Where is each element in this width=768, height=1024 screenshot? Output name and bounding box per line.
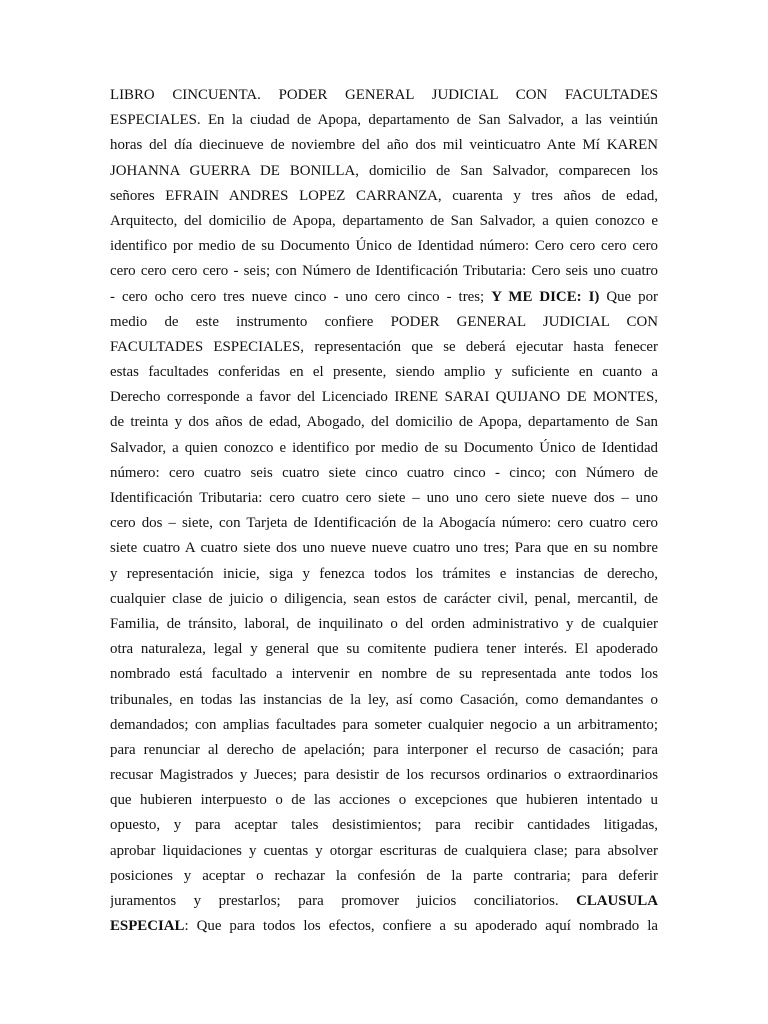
text-segment: posiciones y aceptar o rechazar la confesión de la parte contraria; para deferir: [110, 867, 658, 884]
text-segment: para renunciar al derecho de apelación; para interponer el recurso de casación; para: [110, 741, 658, 758]
text-line: [110, 562, 658, 587]
text-segment: nombrado está facultado a intervenir en nombre de su representada ante todos los: [110, 666, 658, 683]
text-line: [110, 839, 658, 864]
text-line: [110, 788, 658, 813]
text-line: [110, 662, 658, 687]
text-line: [110, 259, 658, 284]
text-line: [110, 813, 658, 838]
text-segment: cualquier clase de juicio o diligencia, sean estos de carácter civil, penal, mercantil, de: [110, 590, 658, 607]
bold-text-segment: ESPECIAL: [110, 918, 185, 935]
text-line: [110, 587, 658, 612]
text-line: [110, 184, 658, 209]
text-segment: estas facultades conferidas en el presente, siendo amplio y suficiente en cuanto a: [110, 364, 658, 381]
text-line: [110, 914, 658, 939]
text-line: [110, 133, 658, 158]
text-line: [110, 310, 658, 335]
text-segment: opuesto, y para aceptar tales desistimientos; para recibir cantidades litigadas,: [110, 817, 658, 834]
text-line: [110, 763, 658, 788]
text-line: [110, 637, 658, 662]
text-segment: LIBRO CINCUENTA. PODER GENERAL JUDICIAL CON FACULTADES: [110, 87, 658, 103]
text-line: [110, 410, 658, 435]
bold-text-segment: CLAUSULA: [576, 893, 658, 909]
text-segment: identifico por medio de su Documento Único de Identidad número: Cero cero cero cero: [110, 238, 658, 255]
text-line: [110, 461, 658, 486]
text-segment: demandados; con amplias facultades para someter cualquier negocio a un arbitramento;: [110, 716, 658, 733]
text-segment: Arquitecto, del domicilio de Apopa, departamento de San Salvador, a quien conozco e: [110, 212, 658, 229]
text-segment: Que por: [599, 288, 658, 305]
text-segment: Salvador, a quien conozco e identifico por medio de su Documento Único de Identidad: [110, 439, 658, 456]
text-segment: de treinta y dos años de edad, Abogado, del domicilio de Apopa, departamento de San: [110, 414, 658, 431]
text-segment: juramentos y prestarlos; para promover juicios conciliatorios.: [110, 893, 577, 909]
text-segment: cero dos – siete, con Tarjeta de Identificación de la Abogacía número: cero cuatro cero: [110, 515, 658, 532]
text-segment: cero cero cero cero - seis; con Número de Identificación Tributaria: Cero seis uno cuatro: [110, 263, 658, 280]
bold-text-segment: Y ME DICE: I): [491, 288, 600, 305]
text-segment: señores EFRAIN ANDRES LOPEZ CARRANZA, cuarenta y tres años de edad,: [110, 187, 658, 204]
text-segment: FACULTADES ESPECIALES, representación que se deberá ejecutar hasta fenecer: [110, 338, 658, 355]
text-line: [110, 864, 658, 889]
text-line: [110, 83, 658, 108]
text-segment: medio de este instrumento confiere PODER GENERAL JUDICIAL CON: [110, 313, 658, 330]
text-segment: siete cuatro A cuatro siete dos uno nueve nueve cuatro uno tres; Para que en su nombre: [110, 540, 658, 557]
text-line: [110, 536, 658, 561]
text-line: [110, 713, 658, 738]
text-segment: - cero ocho cero tres nueve cinco - uno cero cinco - tres;: [110, 288, 492, 305]
text-line: [110, 209, 658, 234]
text-segment: ESPECIALES. En la ciudad de Apopa, departamento de San Salvador, a las veintiún: [110, 112, 658, 129]
text-segment: otra naturaleza, legal y general que su comitente pudiera tener interés. El apoderado: [110, 641, 658, 658]
document-body: [110, 83, 658, 939]
text-line: [110, 385, 658, 410]
text-line: [110, 285, 658, 310]
text-line: [110, 159, 658, 184]
text-segment: aprobar liquidaciones y cuentas y otorgar escrituras de cualquiera clase; para absolver: [110, 842, 658, 859]
text-segment: : Que para todos los efectos, confiere a su apoderado aquí nombrado la: [184, 918, 658, 935]
text-segment: Familia, de tránsito, laboral, de inquilinato o del orden administrativo y de cualquier: [110, 615, 658, 632]
text-line: [110, 889, 658, 914]
text-segment: Derecho corresponde a favor del Licenciado IRENE SARAI QUIJANO DE MONTES,: [110, 389, 658, 406]
text-line: [110, 436, 658, 461]
text-line: [110, 612, 658, 637]
text-segment: y representación inicie, siga y fenezca todos los trámites e instancias de derecho,: [110, 565, 658, 582]
text-line: [110, 688, 658, 713]
text-segment: tribunales, en todas las instancias de la ley, así como Casación, como demandantes o: [110, 691, 658, 708]
text-segment: número: cero cuatro seis cuatro siete cinco cuatro cinco - cinco; con Número de: [110, 464, 658, 481]
text-line: [110, 486, 658, 511]
text-segment: Identificación Tributaria: cero cuatro cero siete – uno uno cero siete nueve dos – uno: [110, 490, 658, 506]
text-line: [110, 335, 658, 360]
text-segment: JOHANNA GUERRA DE BONILLA, domicilio de San Salvador, comparecen los: [110, 162, 658, 179]
text-line: [110, 511, 658, 536]
text-line: [110, 738, 658, 763]
text-line: [110, 108, 658, 133]
text-segment: que hubieren interpuesto o de las acciones o excepciones que hubieren intentado u: [110, 792, 658, 809]
text-line: [110, 360, 658, 385]
text-segment: horas del día diecinueve de noviembre del año dos mil veinticuatro Ante Mí KAREN: [110, 137, 658, 154]
text-line: [110, 234, 658, 259]
text-segment: recusar Magistrados y Jueces; para desistir de los recursos ordinarios o extraordinarios: [110, 767, 658, 784]
